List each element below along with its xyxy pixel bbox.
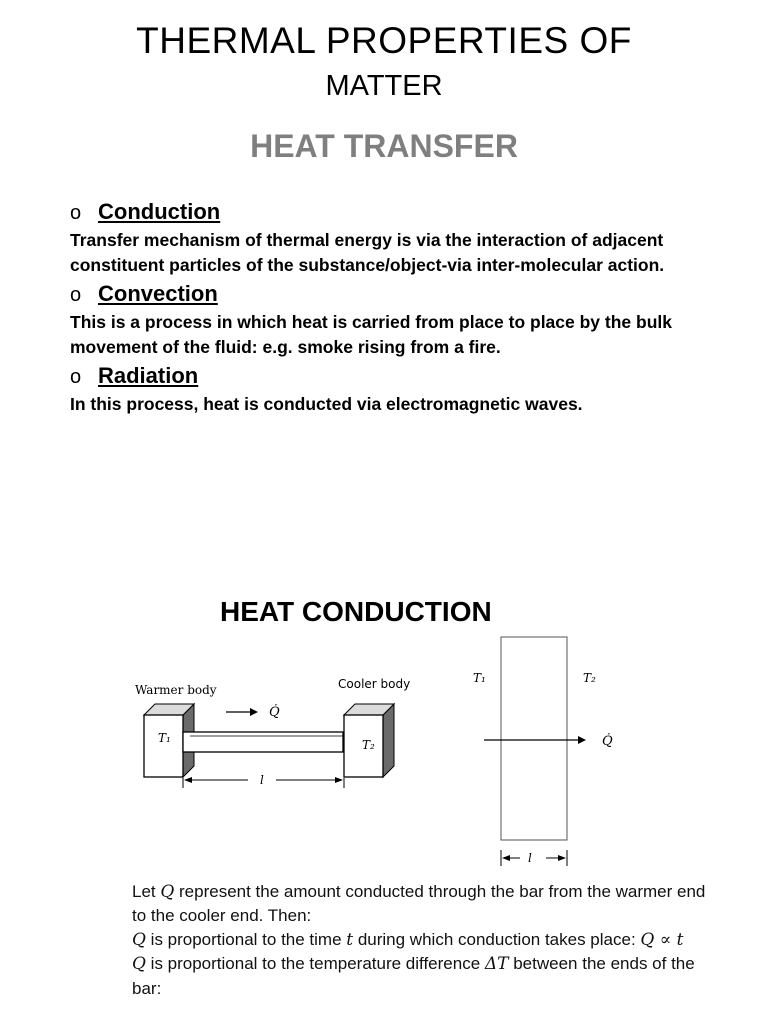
- text-run: is proportional to the temperature difference: [145, 954, 485, 974]
- description-radiation: In this process, heat is conducted via electromagnetic waves.: [70, 394, 583, 414]
- text-run: is proportional to the time: [145, 929, 347, 949]
- math-q: Q: [640, 929, 655, 950]
- term-convection: Convection: [98, 281, 218, 306]
- length-label: l: [260, 773, 264, 787]
- length-arrowhead-right: [335, 777, 343, 783]
- body-text: [132, 880, 712, 1000]
- term-conduction: Conduction: [98, 199, 221, 224]
- text-run: during which conduction takes place:: [353, 929, 641, 949]
- wall-t1-label: T₁: [473, 671, 486, 685]
- wall-length-arrowhead-left: [502, 855, 510, 861]
- description-conduction: Transfer mechanism of thermal energy is via the interaction of adjacent constituent particles of the substance/object-via inter-molecular action.: [70, 230, 665, 275]
- text-run: represent the amount conducted through the bar from the warmer end to the cooler end. Then:: [132, 882, 706, 926]
- description-convection: This is a process in which heat is carried from place to place by the bulk movement of the fluid: e.g. smoke rising from a fire.: [70, 312, 672, 357]
- paragraph-definition: [132, 880, 712, 928]
- paragraph-temperature-proportionality: [132, 952, 712, 1000]
- section-heading: HEAT TRANSFER: [250, 128, 518, 164]
- wall-t2-label: T₂: [583, 671, 596, 685]
- bullet-radiation: [70, 363, 198, 389]
- conduction-wall: [501, 637, 567, 840]
- wall-heat-flow-label: Q̇: [602, 734, 613, 749]
- math-delta-t: ΔT: [484, 954, 509, 975]
- math-q: Q: [132, 929, 146, 950]
- math-q: Q: [132, 954, 146, 975]
- length-arrowhead-left: [184, 777, 192, 783]
- page-title: THERMAL PROPERTIES OF: [136, 20, 632, 61]
- t2-label: T₂: [362, 738, 375, 752]
- math-proportional: ∝: [654, 929, 677, 950]
- wall-flow-arrow-head: [578, 736, 586, 744]
- page-title-line2: MATTER: [325, 70, 443, 102]
- flow-arrow-head: [250, 708, 258, 716]
- text-run: Let: [132, 882, 161, 901]
- wall-conduction-diagram: [460, 630, 630, 870]
- heat-conduction-title: HEAT CONDUCTION: [220, 596, 492, 627]
- warmer-body-label: Warmer body: [135, 683, 217, 697]
- wall-length-arrowhead-right: [558, 855, 566, 861]
- text-run: between the ends of the bar:: [132, 954, 695, 998]
- heat-flow-label: Q̇: [269, 705, 280, 720]
- warmer-block: [144, 715, 183, 777]
- bullet-marker: o: [70, 366, 82, 388]
- term-radiation: Radiation: [98, 363, 199, 388]
- paragraph-time-proportionality: [132, 928, 712, 952]
- cooler-body-label: Cooler body: [338, 677, 411, 691]
- math-t: t: [346, 929, 354, 950]
- math-t: t: [676, 929, 684, 950]
- bullet-marker: o: [70, 284, 82, 306]
- bullet-convection: [70, 281, 218, 307]
- bar-conduction-diagram: [128, 670, 418, 800]
- t1-label: T₁: [158, 731, 171, 745]
- wall-length-label: l: [528, 851, 532, 865]
- cooler-block-side: [383, 704, 394, 777]
- conduction-bar: [183, 732, 343, 752]
- math-q: Q: [160, 882, 175, 902]
- bullet-conduction: [70, 199, 220, 225]
- bullet-marker: o: [70, 202, 82, 224]
